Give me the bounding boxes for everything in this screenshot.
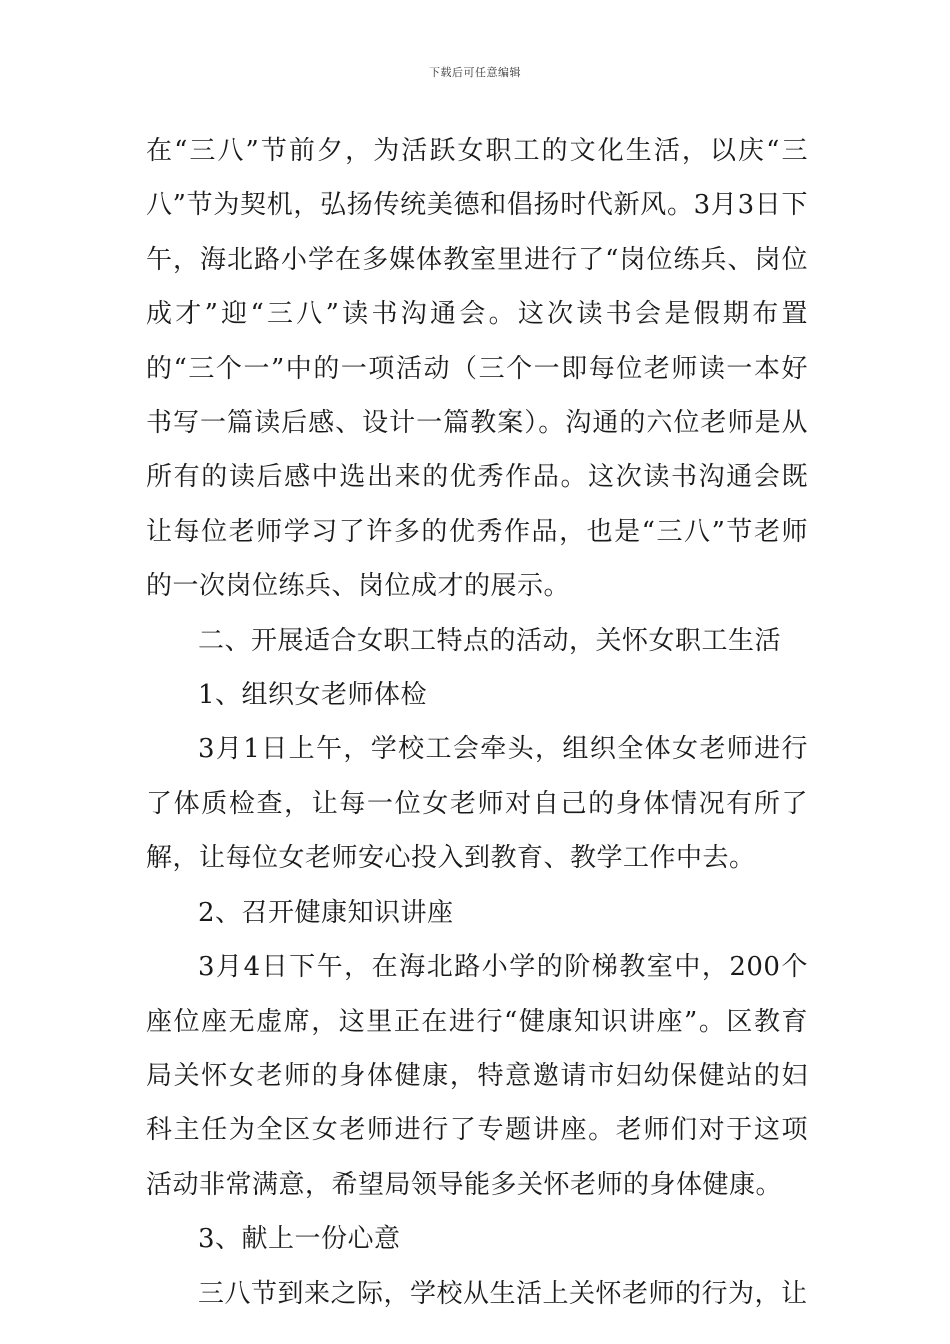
- paragraph-health-check: 3月1日上午，学校工会牵头，组织全体女老师进行了体质检查，让每一位女老师对自己的身体情况有所了解，让每位女老师安心投入到教育、教学工作中去。: [146, 734, 808, 874]
- subheading-gift: 3、献上一份心意: [198, 1224, 401, 1255]
- subheading-health-lecture: 2、召开健康知识讲座: [198, 897, 454, 928]
- document-body: [146, 124, 808, 1321]
- subheading-health-check: 1、组织女老师体检: [198, 680, 428, 711]
- paragraph-gift: 三八节到来之际，学校从生活上关怀老师的行为，让: [198, 1278, 808, 1309]
- page-header-note: 下载后可任意编辑: [429, 66, 521, 79]
- paragraph-reading-exchange: 在“三八”节前夕，为活跃女职工的文化生活，以庆“三八”节为契机，弘扬传统美德和倡扬时代新风。3月3日下午，海北路小学在多媒体教室里进行了“岗位练兵、岗位成才”迎“三八”读书沟通会。这次读书会是假期布置的“三个一”中的一项活动（三个一即每位老师读一本好书写一篇读后感、设计一篇教案）。沟通的六位老师是从所有的读后感中选出来的优秀作品。这次读书沟通会既让每位老师学习了许多的优秀作品，也是“三八”节老师的一次岗位练兵、岗位成才的展示。: [146, 136, 808, 602]
- section-heading-activities: 二、开展适合女职工特点的活动，关怀女职工生活: [198, 625, 782, 656]
- paragraph-health-lecture: 3月4日下午，在海北路小学的阶梯教室中，200个座位座无虚席，这里正在进行“健康知识讲座”。区教育局关怀女老师的身体健康，特意邀请市妇幼保健站的妇科主任为全区女老师进行了专题讲座。老师们对于这项活动非常满意，希望局领导能多关怀老师的身体健康。: [146, 952, 808, 1200]
